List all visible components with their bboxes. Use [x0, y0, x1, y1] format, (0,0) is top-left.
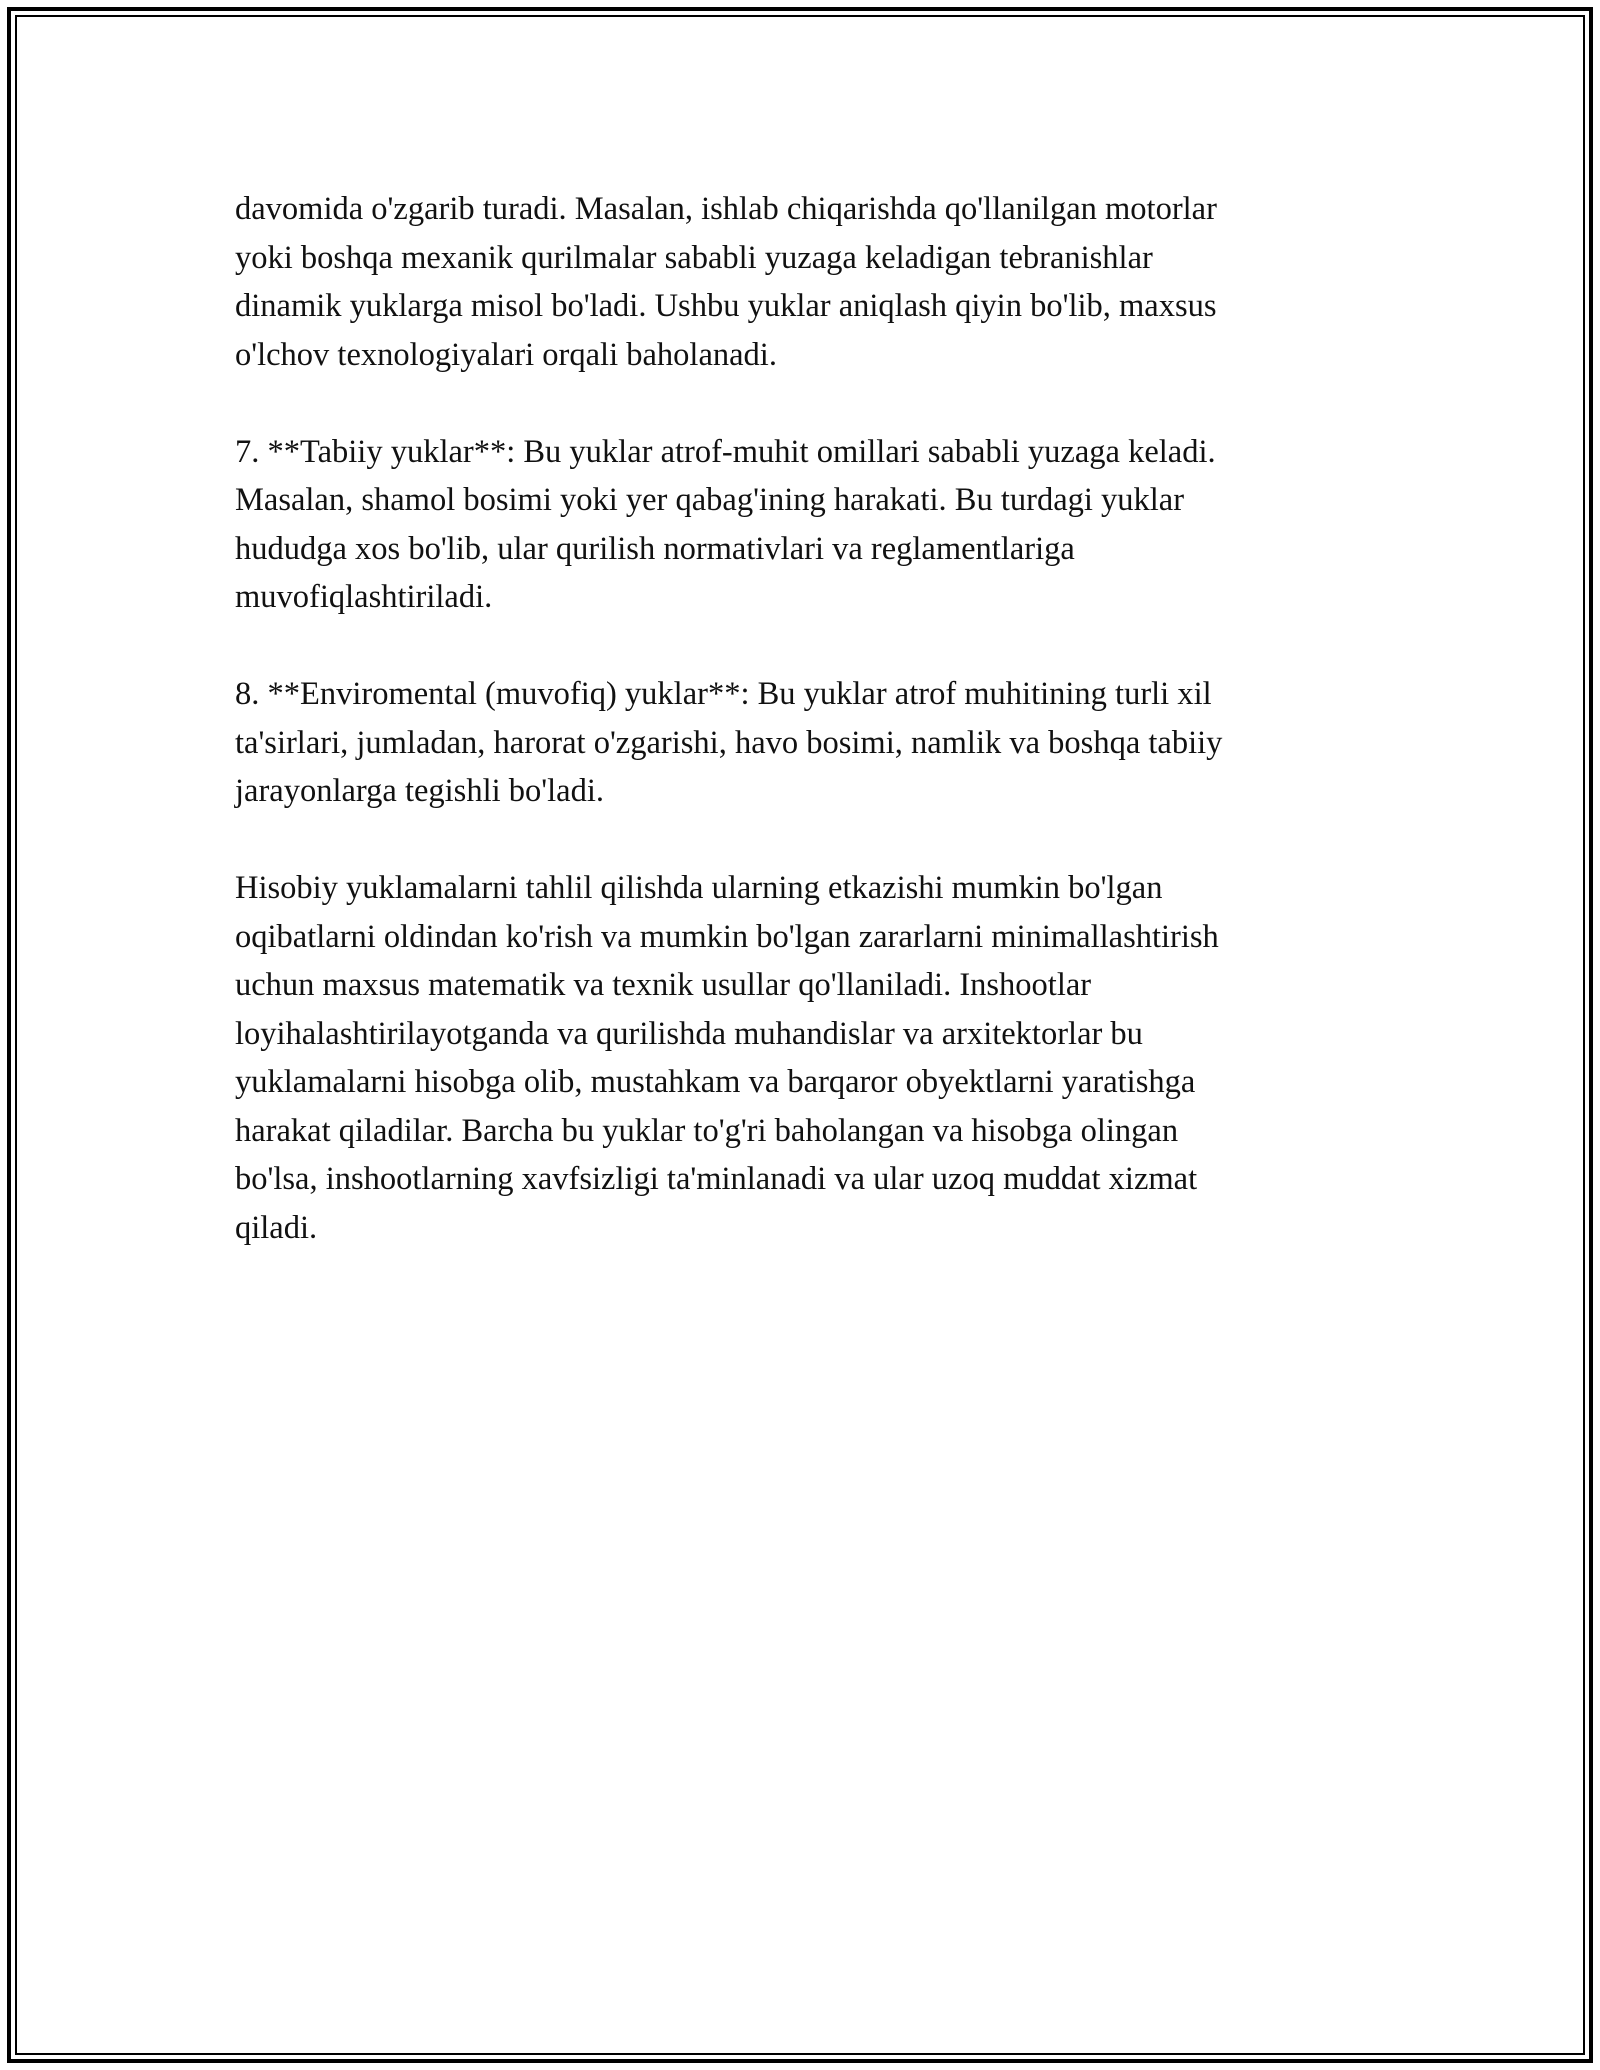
text-line: 8. **Enviromental (muvofiq) yuklar**: Bu yuklar atrof muhitining turli xil	[235, 676, 1212, 712]
text-line: Masalan, shamol bosimi yoki yer qabag'ining harakati. Bu turdagi yuklar	[235, 482, 1185, 518]
text-line: oqibatlarni oldindan ko'rish va mumkin bo'lgan zararlarni minimallashtirish	[235, 918, 1219, 955]
text-line: davomida o'zgarib turadi. Masalan, ishlab chiqarishda qo'llanilgan motorlar	[235, 191, 1217, 227]
text-line: hududga xos bo'lib, ular qurilish normativlari va reglamentlariga	[235, 530, 1075, 567]
text-line: harakat qiladilar. Barcha bu yuklar to'g'ri baholangan va hisobga olingan	[235, 1112, 1179, 1149]
paragraph-conclusion	[235, 864, 1365, 1252]
text-line: loyihalashtirilayotganda va qurilishda muhandislar va arxitektorlar bu	[235, 1015, 1143, 1052]
text-line: Hisobiy yuklamalarni tahlil qilishda ularning etkazishi mumkin bo'lgan	[235, 870, 1163, 906]
document-body	[235, 185, 1365, 1301]
paragraph-dynamic-loads-continued	[235, 185, 1365, 379]
text-line: o'lchov texnologiyalari orqali baholanadi.	[235, 336, 777, 373]
text-line: dinamik yuklarga misol bo'ladi. Ushbu yuklar aniqlash qiyin bo'lib, maxsus	[235, 288, 1217, 324]
paragraph-natural-loads	[235, 428, 1365, 622]
paragraph-environmental-loads	[235, 670, 1365, 816]
text-line: ta'sirlari, jumladan, harorat o'zgarishi, havo bosimi, namlik va boshqa tabiiy	[235, 724, 1223, 761]
text-line: qiladi.	[235, 1209, 318, 1246]
text-line: bo'lsa, inshootlarning xavfsizligi ta'minlanadi va ular uzoq muddat xizmat	[235, 1161, 1198, 1197]
text-line: uchun maxsus matematik va texnik usullar qo'llaniladi. Inshootlar	[235, 967, 1092, 1003]
text-line: jarayonlarga tegishli bo'ladi.	[235, 773, 604, 809]
text-line: yoki boshqa mexanik qurilmalar sababli yuzaga keladigan tebranishlar	[235, 239, 1153, 276]
text-line: 7. **Tabiiy yuklar**: Bu yuklar atrof-muhit omillari sababli yuzaga keladi.	[235, 433, 1216, 470]
text-line: muvofiqlashtiriladi.	[235, 579, 493, 615]
text-line: yuklamalarni hisobga olib, mustahkam va barqaror obyektlarni yaratishga	[235, 1064, 1196, 1100]
